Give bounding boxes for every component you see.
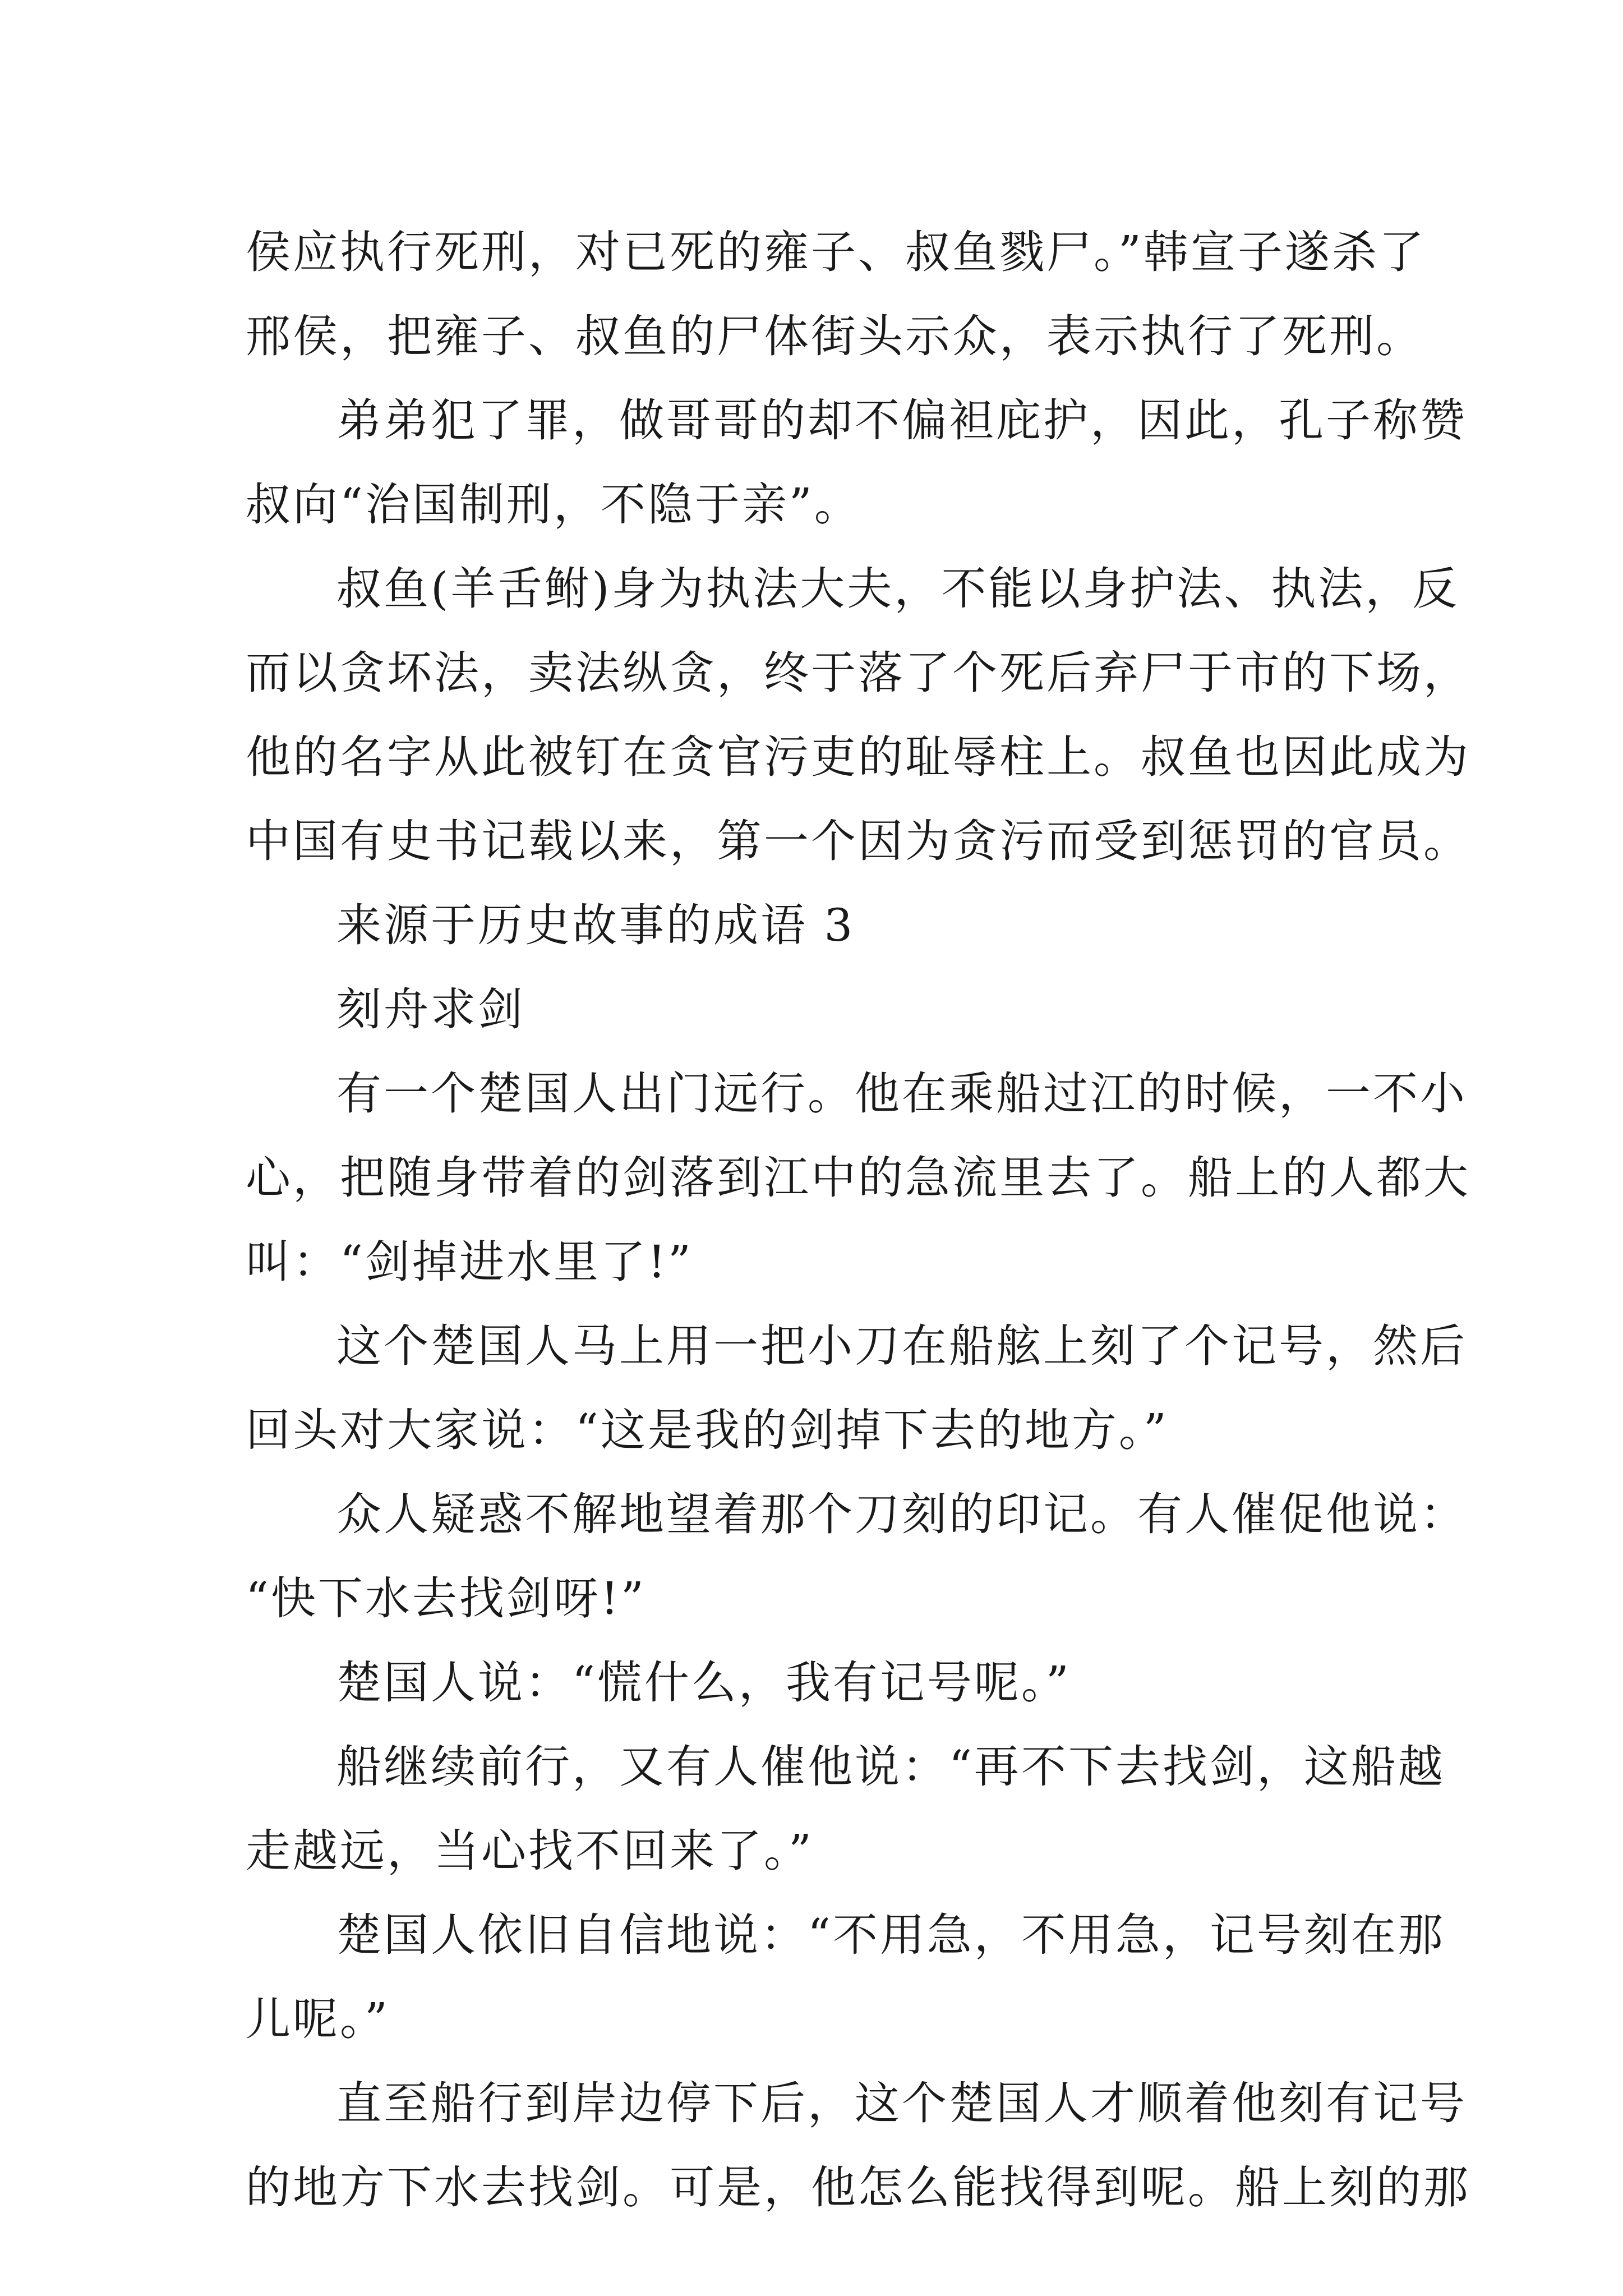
paragraph-first-line: 叔鱼(羊舌鲋)身为执法大夫，不能以身护法、执法，反	[336, 563, 1460, 615]
text-line: 叫：“剑掉进水里了!”	[246, 1236, 693, 1288]
text-line: 的地方下水去找剑。可是，他怎么能找得到呢。船上刻的那	[246, 2161, 1470, 2214]
paragraph-first-line: 众人疑惑不解地望着那个刀刻的印记。有人催促他说：	[336, 1488, 1467, 1540]
document-body	[246, 210, 1470, 2230]
paragraph-first-line: 直至船行到岸边停下后，这个楚国人才顺着他刻有记号	[336, 2077, 1467, 2129]
text-line: 儿呢。”	[246, 1993, 390, 2045]
paragraph-first-line: 楚国人依旧自信地说：“不用急，不用急，记号刻在那	[336, 1909, 1445, 1961]
paragraph-first-line: 船继续前行，又有人催他说：“再不下去找剑，这船越	[336, 1741, 1445, 1793]
text-line: 邢侯，把雍子、叔鱼的尸体街头示众，表示执行了死刑。	[246, 310, 1423, 362]
text-line: 而以贪坏法，卖法纵贪，终于落了个死后弃尸于市的下场，	[246, 647, 1470, 699]
text-line: 他的名字从此被钉在贪官污吏的耻辱柱上。叔鱼也因此成为	[246, 731, 1470, 783]
paragraph-first-line: 这个楚国人马上用一把小刀在船舷上刻了个记号，然后	[336, 1320, 1467, 1372]
section-heading: 来源于历史故事的成语 3	[336, 899, 855, 951]
text-line: 心，把随身带着的剑落到江中的急流里去了。船上的人都大	[246, 1152, 1470, 1204]
paragraph-first-line: 有一个楚国人出门远行。他在乘船过江的时候，一不小	[336, 1068, 1467, 1120]
story-title: 刻舟求剑	[336, 983, 525, 1036]
text-line: 叔向“治国制刑，不隐于亲”。	[246, 478, 861, 531]
text-line: 走越远，当心找不回来了。”	[246, 1825, 814, 1877]
text-line: “快下水去找剑呀!”	[246, 1572, 646, 1625]
text-line: 侯应执行死刑，对已死的雍子、叔鱼戮尸。”韩宣子遂杀了	[246, 226, 1426, 278]
paragraph-first-line: 弟弟犯了罪，做哥哥的却不偏袒庇护，因此，孔子称赞	[336, 394, 1467, 447]
text-line: 回头对大家说：“这是我的剑掉下去的地方。”	[246, 1404, 1169, 1456]
text-line: 中国有史书记载以来，第一个因为贪污而受到惩罚的官员。	[246, 815, 1470, 867]
paragraph-first-line: 楚国人说：“慌什么，我有记号呢。”	[336, 1657, 1071, 1709]
